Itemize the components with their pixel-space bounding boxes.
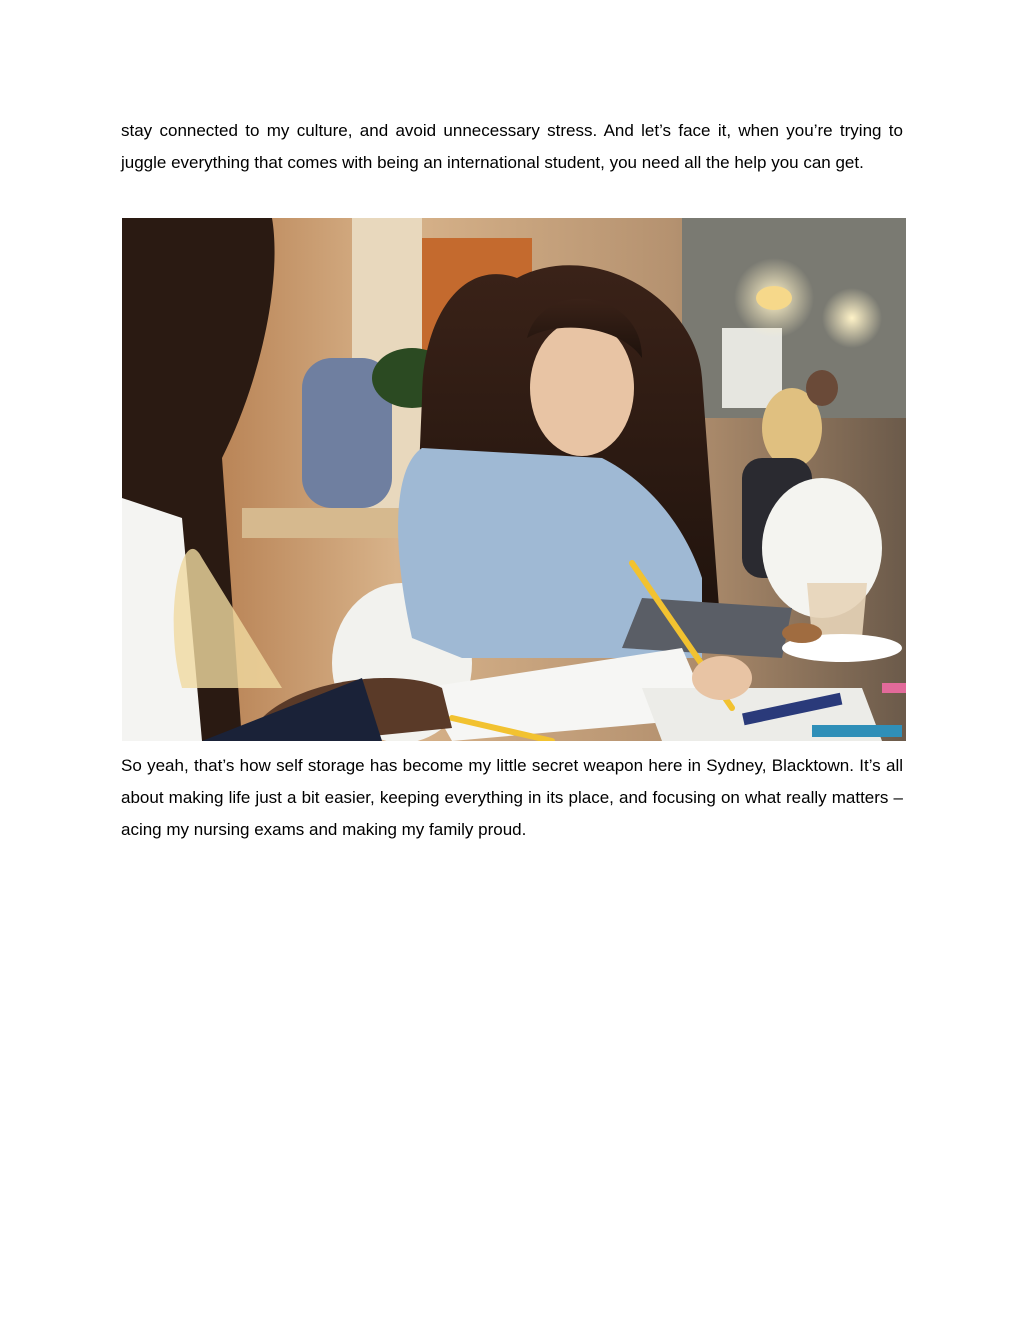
body-paragraph: stay connected to my culture, and avoid unnecessary stress. And let’s face it, when you’re trying to juggle everything that comes with being an international student, you need all the help you can get.	[121, 121, 903, 172]
body-paragraph: So yeah, that’s how self storage has become my little secret weapon here in Sydney, Blacktown. It’s all about making life just a bit easier, keeping everything in its place, and focusing on what really matters – acing my nursing exams and making my family proud.	[121, 756, 903, 839]
cafe-study-photo	[122, 218, 906, 741]
